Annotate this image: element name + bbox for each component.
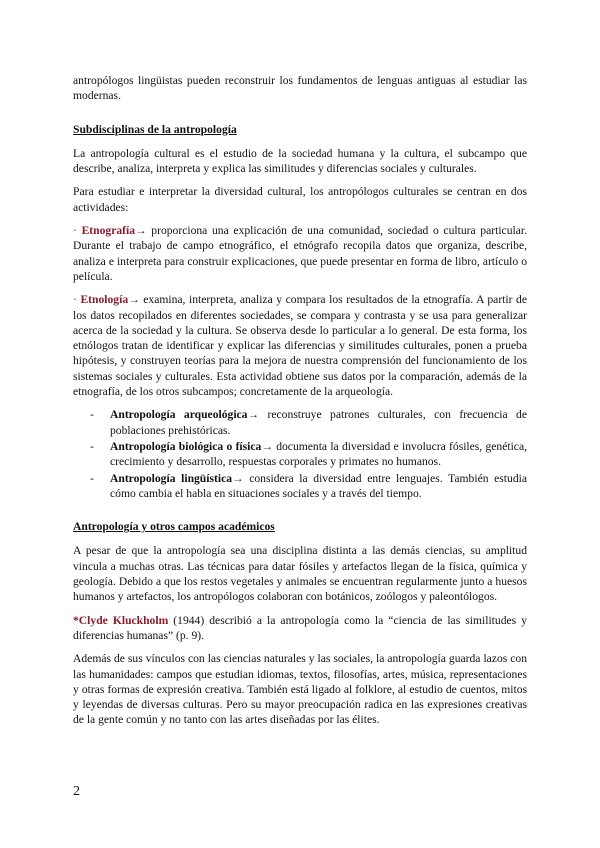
list-item-subfield xyxy=(73,471,527,502)
arrow-icon: → xyxy=(247,408,260,422)
term-biological: Antropología biológica o física xyxy=(110,439,262,453)
bullet-mark: · xyxy=(73,293,77,307)
quote-author: Clyde Kluckholm xyxy=(78,613,169,627)
dash-mark: - xyxy=(90,408,94,422)
paragraph-cultural-anthropology: La antropología cultural es el estudio de la sociedad humana y la cultura, el subcampo que describe, analiza, interpreta y explica las similitudes y diferencias sociales y culturales. xyxy=(73,146,527,176)
term-linguistic: Antropología lingüística xyxy=(110,471,233,485)
bullet-mark: · xyxy=(73,224,77,238)
arrow-icon: → xyxy=(128,293,140,307)
term-etnografia: Etnografía xyxy=(81,224,136,238)
list-item-subfield xyxy=(73,439,527,470)
paragraph-interdisciplinary: A pesar de que la antropología sea una disciplina distinta a las demás ciencias, su amplitud vincula a muchas otras. Las técnicas para datar fósiles y artefactos llegan de la física, química y geología. Debido a que los restos vegetales y animales se encuentran regularmente junto a huesos humanos y artefactos, los antropólogos colaboran con botánicos, zoólogos y paleontólogos. xyxy=(73,544,527,604)
etnologia-definition: examina, interpreta, analiza y compara los resultados de la etnografía. A partir de los datos recopilados en diferentes sociedades, se compara y contrasta y se usa para generalizar acerca de la sociedad y la cultura. Se observa desde lo particular a lo general. De esta forma, los etnólogos tratan de identificar y explicar las diferencias y similitudes culturales, ponen a prueba hipótesis, y construyen teorías para la mejora de nuestra comprensión del funcionamiento de los sistemas sociales y culturales. Esta actividad obtiene sus datos por la comparación, además de la etnografía, de los otros subcampos; concretamente de la arqueología. xyxy=(73,293,527,399)
term-archaeological: Antropología arqueológica xyxy=(110,408,248,422)
arrow-icon: → xyxy=(261,439,273,453)
list-item-subfield xyxy=(73,407,527,438)
paragraph-two-activities: Para estudiar e interpretar la diversidad cultural, los antropólogos culturales se centran en dos actividades: xyxy=(73,185,527,214)
list-item-etnologia xyxy=(73,292,527,399)
dash-mark: - xyxy=(90,439,94,453)
arrow-icon: → xyxy=(232,471,244,485)
term-etnologia: Etnología xyxy=(80,293,129,307)
arrow-icon: → xyxy=(135,224,147,238)
subfields-list xyxy=(73,407,527,501)
subfield-definition: reconstruye patrones culturales, con frecuencia de poblaciones prehistóricas. xyxy=(110,408,527,437)
subfield-definition: considera la diversidad entre lenguajes. También estudia cómo cambia el habla en situaciones sociales y a través del tiempo. xyxy=(110,471,527,500)
dash-mark: - xyxy=(90,471,94,485)
quote-text: (1944) describió a la antropología como la “ciencia de las similitudes y diferencias humanas” (p. 9). xyxy=(73,613,527,642)
etnografia-definition: proporciona una explicación de una comunidad, sociedad o cultura particular. Durante el trabajo de campo etnográfico, el etnógrafo recopila datos que organiza, describe, analiza e interpreta para construir explicaciones, que puede presentar en forma de libro, artículo o película. xyxy=(73,224,527,283)
paragraph-humanities: Además de sus vínculos con las ciencias naturales y las sociales, la antropología guarda lazos con las humanidades: campos que estudian idiomas, textos, filosofías, artes, música, representaciones y otras formas de expresión creativa. También está ligado al folklore, al estudio de cuentos, mitos y leyendas de diversas culturas. Pero su mayor preocupación radica en las expresiones creativas de la gente común y no tanto con las artes diseñadas por las élites. xyxy=(73,652,527,727)
paragraph-kluckholm-quote xyxy=(73,613,527,644)
subfield-definition: documenta la diversidad e involucra fósiles, genética, crecimiento y desarrollo, respuestas corporales y primates no humanos. xyxy=(110,439,527,469)
page-number: 2 xyxy=(73,784,80,799)
intro-paragraph-tail: antropólogos lingüistas pueden reconstruir los fundamentos de lenguas antiguas al estudiar las modernas. xyxy=(73,74,527,103)
section-heading-subdisciplines: Subdisciplinas de la antropología xyxy=(73,122,237,136)
quote-star: * xyxy=(73,613,79,627)
list-item-etnografia xyxy=(73,223,527,284)
section-heading-academic-fields: Antropología y otros campos académicos xyxy=(73,520,275,534)
page-body xyxy=(73,73,527,736)
